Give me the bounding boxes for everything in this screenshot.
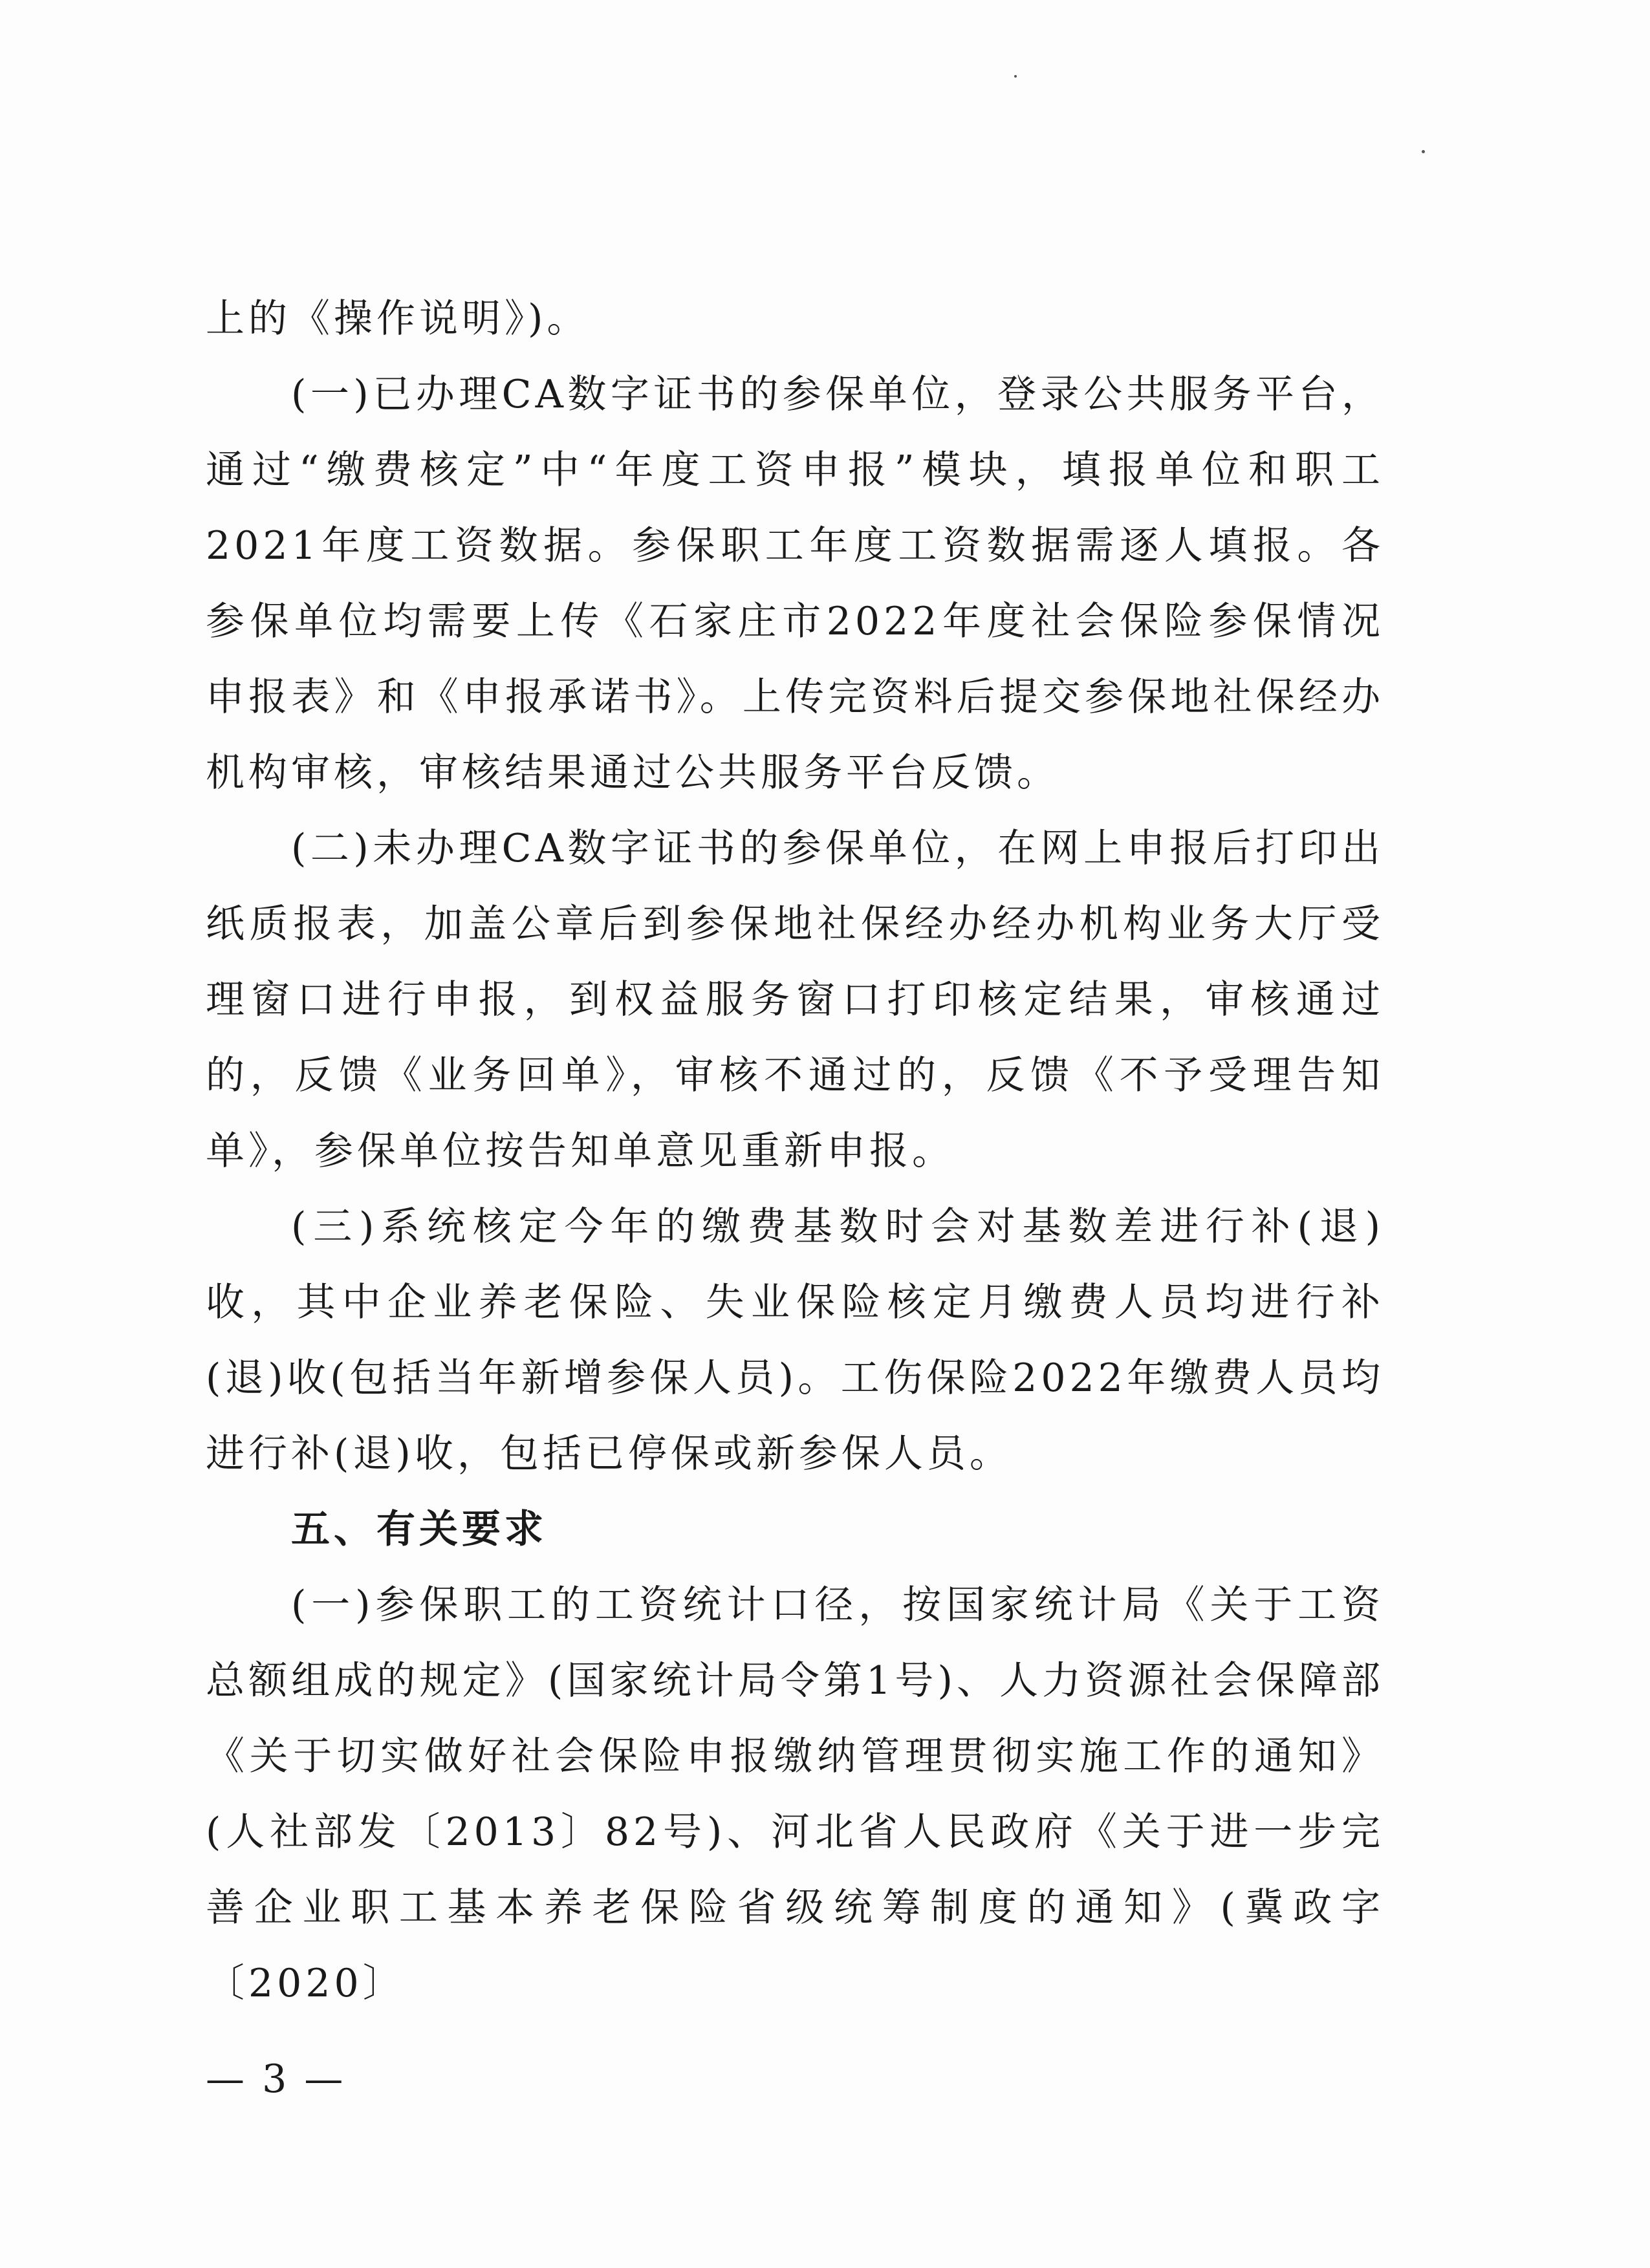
paragraph-ca-certificate: (一)已办理CA数字证书的参保单位，登录公共服务平台，通过“缴费核定”中“年度工资申报”模块，填报单位和职工2021年度工资数据。参保职工年度工资数据需逐人填报。各参保单位均需要上传《石家庄市2022年度社会保险参保情况申报表》和《申报承诺书》。上传完资料后提交参保地社保经办机构审核，审核结果通过公共服务平台反馈。 xyxy=(206,372,1384,795)
page-number: — 3 — xyxy=(206,2057,346,2102)
paragraph-wage-statistics: (一)参保职工的工资统计口径，按国家统计局《关于工资总额组成的规定》(国家统计局令第1号)、人力资源社会保障部《关于切实做好社会保险申报缴纳管理贯彻实施工作的通知》(人社部发〔2013〕82号)、河北省人民政府《关于进一步完善企业职工基本养老保险省级统筹制度的通知》(冀政字〔2020〕 xyxy=(206,1582,1384,2006)
scan-speck xyxy=(1014,75,1017,78)
scan-speck xyxy=(1422,150,1425,153)
document-body xyxy=(206,281,1384,2022)
paragraph-continuation: 上的《操作说明》)。 xyxy=(206,296,590,341)
paragraph-no-ca-certificate: (二)未办理CA数字证书的参保单位，在网上申报后打印出纸质报表，加盖公章后到参保地社保经办经办机构业务大厅受理窗口进行申报，到权益服务窗口打印核定结果，审核通过的，反馈《业务回单》，审核不通过的，反馈《不予受理告知单》，参保单位按告知单意见重新申报。 xyxy=(206,826,1384,1174)
section-heading: 五、有关要求 xyxy=(291,1507,547,1552)
paragraph-base-adjustment: (三)系统核定今年的缴费基数时会对基数差进行补(退)收，其中企业养老保险、失业保险核定月缴费人员均进行补(退)收(包括当年新增参保人员)。工伤保险2022年缴费人员均进行补(退)收，包括已停保或新参保人员。 xyxy=(206,1204,1384,1476)
